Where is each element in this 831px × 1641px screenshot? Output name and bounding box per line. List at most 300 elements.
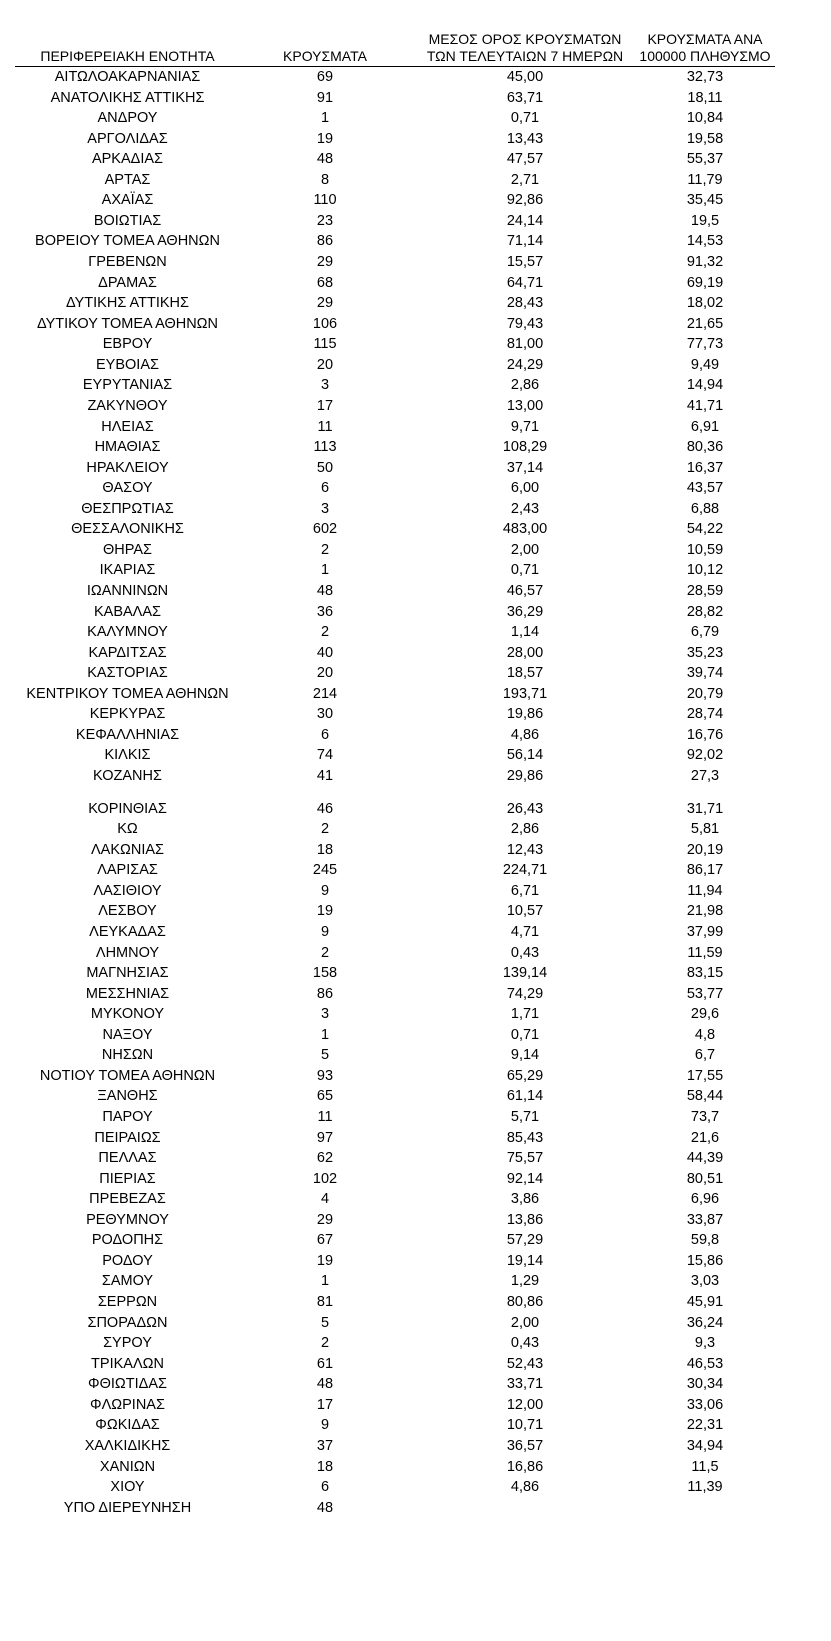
row-region: ΛΑΡΙΣΑΣ	[97, 862, 158, 879]
table-row	[15, 129, 775, 150]
row-avg7: 26,43	[506, 800, 544, 817]
row-region: ΚΩ	[117, 821, 138, 838]
row-per100k: 29,6	[690, 1006, 720, 1023]
row-cases: 6	[320, 480, 330, 497]
row-cases: 2	[320, 541, 330, 558]
row-avg7: 19,14	[506, 1252, 544, 1269]
row-avg7: 2,71	[510, 171, 540, 188]
table-row	[15, 984, 775, 1005]
row-avg7: 37,14	[506, 459, 544, 476]
row-region: ΧΙΟΥ	[110, 1479, 145, 1496]
row-avg7: 0,43	[510, 944, 540, 961]
row-cases: 29	[316, 254, 334, 271]
row-per100k: 10,84	[686, 110, 724, 127]
row-avg7: 2,86	[510, 821, 540, 838]
row-cases: 97	[316, 1129, 334, 1146]
row-per100k: 92,02	[686, 747, 724, 764]
row-region: ΑΧΑΪΑΣ	[101, 192, 154, 209]
row-avg7: 33,71	[506, 1376, 544, 1393]
row-per100k: 19,5	[690, 212, 720, 229]
row-avg7: 85,43	[506, 1129, 544, 1146]
row-per100k: 10,59	[686, 541, 724, 558]
row-per100k: 21,6	[690, 1129, 720, 1146]
table-row	[15, 1066, 775, 1087]
row-region: ΘΕΣΠΡΩΤΙΑΣ	[81, 500, 174, 517]
row-cases: 4	[320, 1191, 330, 1208]
row-per100k: 6,7	[694, 1047, 716, 1064]
row-avg7: 16,86	[506, 1458, 544, 1475]
row-region: ΕΒΡΟΥ	[102, 336, 153, 353]
table-row	[15, 375, 775, 396]
row-per100k: 43,57	[686, 480, 724, 497]
row-cases: 20	[316, 665, 334, 682]
row-region: ΚΑΒΑΛΑΣ	[93, 603, 161, 620]
row-avg7: 0,71	[510, 110, 540, 127]
row-region: ΛΕΥΚΑΔΑΣ	[89, 923, 166, 940]
table-row	[15, 1230, 775, 1251]
row-avg7: 52,43	[506, 1355, 544, 1372]
row-region: ΑΝΔΡΟΥ	[97, 110, 158, 127]
row-region: ΚΟΡΙΝΘΙΑΣ	[88, 800, 167, 817]
table-row	[15, 1292, 775, 1313]
row-region: ΚΑΛΥΜΝΟΥ	[87, 624, 168, 641]
row-avg7: 75,57	[506, 1150, 544, 1167]
row-avg7: 13,00	[506, 397, 544, 414]
table-row	[15, 799, 775, 820]
row-cases: 2	[320, 624, 330, 641]
row-avg7: 1,71	[510, 1006, 540, 1023]
row-cases: 50	[316, 459, 334, 476]
row-avg7: 74,29	[506, 985, 544, 1002]
row-region: ΙΚΑΡΙΑΣ	[99, 562, 156, 579]
row-region: ΔΡΑΜΑΣ	[98, 274, 157, 291]
row-avg7: 63,71	[506, 89, 544, 106]
row-region: ΑΝΑΤΟΛΙΚΗΣ ΑΤΤΙΚΗΣ	[50, 89, 205, 106]
row-region: ΔΥΤΙΚΟΥ ΤΟΜΕΑ ΑΘΗΝΩΝ	[36, 315, 218, 332]
row-per100k: 58,44	[686, 1088, 724, 1105]
row-cases: 19	[316, 1252, 334, 1269]
row-region: ΡΟΔΟΥ	[102, 1252, 153, 1269]
table-row	[15, 922, 775, 943]
row-cases: 1	[320, 562, 330, 579]
row-per100k: 22,31	[686, 1417, 724, 1434]
table-row	[15, 745, 775, 766]
row-per100k: 16,76	[686, 726, 724, 743]
row-avg7: 13,86	[506, 1211, 544, 1228]
row-avg7: 71,14	[506, 233, 544, 250]
row-cases: 3	[320, 1006, 330, 1023]
row-cases: 48	[316, 1376, 334, 1393]
row-cases: 40	[316, 644, 334, 661]
table-row	[15, 581, 775, 602]
row-per100k: 28,59	[686, 583, 724, 599]
row-avg7: 9,71	[510, 418, 540, 435]
row-per100k: 69,19	[686, 274, 724, 291]
row-cases: 9	[320, 882, 330, 899]
row-avg7: 108,29	[502, 439, 548, 456]
row-region: ΔΥΤΙΚΗΣ ΑΤΤΙΚΗΣ	[66, 295, 189, 312]
table-row	[15, 860, 775, 881]
table-row	[15, 1169, 775, 1190]
row-per100k: 28,82	[686, 603, 724, 620]
row-region: ΣΑΜΟΥ	[101, 1273, 154, 1290]
row-region: ΚΙΛΚΙΣ	[104, 747, 151, 764]
row-cases: 9	[320, 923, 330, 940]
table-row	[15, 684, 775, 705]
row-per100k: 3,03	[690, 1273, 720, 1290]
row-avg7: 79,43	[506, 315, 544, 332]
row-region: ΣΠΟΡΑΔΩΝ	[87, 1314, 168, 1331]
row-avg7: 92,86	[506, 192, 544, 209]
row-per100k: 46,53	[686, 1355, 724, 1372]
row-region: ΚΟΖΑΝΗΣ	[93, 768, 162, 785]
row-region: ΧΑΝΙΩΝ	[99, 1458, 156, 1475]
row-per100k: 31,71	[686, 800, 724, 817]
table-row	[15, 458, 775, 479]
row-region: ΑΡΚΑΔΙΑΣ	[91, 151, 164, 168]
row-cases: 3	[320, 500, 330, 517]
row-per100k: 9,3	[694, 1335, 716, 1352]
row-cases: 214	[312, 685, 338, 702]
row-per100k: 91,32	[686, 254, 724, 271]
row-cases: 19	[316, 903, 334, 920]
row-cases: 37	[316, 1437, 334, 1454]
row-avg7: 1,14	[510, 624, 540, 641]
row-per100k: 39,74	[686, 665, 724, 682]
row-region: ΤΡΙΚΑΛΩΝ	[91, 1355, 164, 1372]
row-avg7: 139,14	[502, 965, 548, 982]
row-per100k: 21,65	[686, 315, 724, 332]
table-row	[15, 963, 775, 984]
table-row	[15, 67, 775, 88]
row-per100k: 5,81	[690, 821, 720, 838]
row-cases: 36	[316, 603, 334, 620]
row-avg7: 10,57	[506, 903, 544, 920]
table-row	[15, 1251, 775, 1272]
row-cases: 30	[316, 706, 334, 723]
row-cases: 48	[316, 583, 334, 599]
table-row	[15, 819, 775, 840]
row-region: ΞΑΝΘΗΣ	[97, 1088, 158, 1105]
row-avg7: 2,00	[510, 1314, 540, 1331]
row-per100k: 41,71	[686, 397, 724, 414]
row-avg7: 24,14	[506, 212, 544, 229]
table-row	[15, 1107, 775, 1128]
table-row	[15, 1354, 775, 1375]
row-avg7: 28,43	[506, 295, 544, 312]
table-row	[15, 417, 775, 438]
row-region: ΘΑΣΟΥ	[102, 480, 153, 497]
table-row	[15, 190, 775, 211]
row-per100k: 11,79	[687, 171, 723, 188]
row-region: ΚΕΡΚΥΡΑΣ	[89, 706, 166, 723]
row-per100k: 28,74	[686, 706, 724, 723]
row-cases: 20	[316, 356, 334, 373]
row-avg7: 36,29	[506, 603, 544, 620]
row-region: ΜΑΓΝΗΣΙΑΣ	[86, 965, 169, 982]
row-cases: 68	[316, 274, 334, 291]
row-per100k: 30,34	[686, 1376, 724, 1393]
row-region: ΕΥΡΥΤΑΝΙΑΣ	[82, 377, 173, 394]
table-row	[15, 881, 775, 902]
table-row	[15, 1457, 775, 1478]
row-per100k: 33,87	[686, 1211, 724, 1228]
row-cases: 18	[316, 841, 334, 858]
table-row	[15, 1045, 775, 1066]
row-per100k: 73,7	[690, 1109, 720, 1125]
row-cases: 46	[316, 800, 334, 817]
row-cases: 67	[316, 1232, 334, 1249]
row-cases: 2	[320, 821, 330, 838]
row-cases: 1	[320, 110, 330, 127]
row-region: ΦΩΚΙΔΑΣ	[95, 1417, 160, 1434]
table-row	[15, 1210, 775, 1231]
row-per100k: 6,91	[690, 418, 720, 435]
row-region: ΠΕΙΡΑΙΩΣ	[94, 1129, 161, 1146]
row-cases: 17	[316, 1396, 334, 1413]
table-row	[15, 293, 775, 314]
row-per100k: 19,58	[686, 130, 724, 147]
row-region: ΒΟΙΩΤΙΑΣ	[93, 212, 162, 229]
table-row	[15, 1086, 775, 1107]
row-per100k: 11,5	[691, 1458, 719, 1475]
row-avg7: 61,14	[506, 1088, 544, 1105]
table-row	[15, 170, 775, 191]
row-avg7: 0,71	[510, 1026, 540, 1043]
table-row	[15, 149, 775, 170]
table-row	[15, 560, 775, 581]
row-avg7: 64,71	[506, 274, 544, 291]
table-row	[15, 1415, 775, 1436]
table-row	[15, 396, 775, 417]
row-per100k: 80,36	[686, 439, 724, 456]
row-per100k: 14,94	[686, 377, 724, 394]
row-per100k: 17,55	[686, 1067, 724, 1084]
table-row	[15, 519, 775, 540]
row-avg7: 224,71	[502, 862, 548, 879]
table-row	[15, 1395, 775, 1416]
row-region: ΧΑΛΚΙΔΙΚΗΣ	[84, 1437, 171, 1454]
table-row	[15, 663, 775, 684]
row-region: ΓΡΕΒΕΝΩΝ	[88, 254, 167, 271]
row-per100k: 6,96	[690, 1191, 720, 1208]
row-cases: 41	[316, 768, 334, 785]
row-per100k: 20,79	[686, 685, 724, 702]
table-row	[15, 1374, 775, 1395]
row-cases: 115	[313, 336, 337, 353]
row-avg7: 0,43	[510, 1335, 540, 1352]
table-row	[15, 1025, 775, 1046]
row-avg7: 19,86	[506, 706, 544, 723]
row-cases: 106	[312, 315, 338, 332]
row-cases: 3	[320, 377, 330, 394]
table-row	[15, 943, 775, 964]
row-cases: 1	[320, 1273, 330, 1290]
row-avg7: 36,57	[506, 1437, 544, 1454]
row-per100k: 36,24	[686, 1314, 724, 1331]
row-region: ΝΟΤΙΟΥ ΤΟΜΕΑ ΑΘΗΝΩΝ	[39, 1067, 216, 1084]
row-avg7: 3,86	[510, 1191, 540, 1208]
row-per100k: 27,3	[690, 768, 720, 785]
row-avg7: 56,14	[506, 747, 544, 764]
row-avg7: 24,29	[506, 356, 544, 373]
header-region: ΠΕΡΙΦΕΡΕΙΑΚΗ ΕΝΟΤΗΤΑ	[40, 48, 215, 64]
row-region: ΒΟΡΕΙΟΥ ΤΟΜΕΑ ΑΘΗΝΩΝ	[35, 233, 220, 250]
row-per100k: 34,94	[686, 1437, 724, 1454]
row-avg7: 29,86	[506, 768, 544, 785]
row-region: ΠΡΕΒΕΖΑΣ	[89, 1191, 166, 1208]
row-avg7: 193,71	[502, 685, 548, 702]
row-avg7: 47,57	[506, 151, 544, 168]
row-avg7: 4,86	[510, 1479, 540, 1496]
header-per100k: ΚΡΟΥΣΜΑΤΑ ΑΝΑ 100000 ΠΛΗΘΥΣΜΟ	[639, 31, 771, 64]
row-per100k: 55,37	[686, 151, 724, 168]
row-avg7: 4,71	[510, 923, 540, 940]
row-avg7: 10,71	[506, 1417, 544, 1434]
row-per100k: 37,99	[686, 923, 724, 940]
table-row	[15, 252, 775, 273]
table-row	[15, 1436, 775, 1457]
row-avg7: 92,14	[506, 1170, 544, 1187]
row-avg7: 18,57	[506, 665, 544, 682]
row-per100k: 33,06	[686, 1396, 724, 1413]
table-row	[15, 355, 775, 376]
row-cases: 6	[320, 726, 330, 743]
row-avg7: 45,00	[506, 69, 544, 85]
row-region: ΑΡΤΑΣ	[104, 171, 151, 188]
row-region: ΡΕΘΥΜΝΟΥ	[86, 1211, 169, 1228]
row-region: ΘΗΡΑΣ	[103, 541, 152, 558]
table-row	[15, 602, 775, 623]
row-cases: 74	[316, 747, 334, 764]
row-avg7: 12,00	[506, 1396, 544, 1413]
row-avg7: 483,00	[502, 521, 548, 538]
row-per100k: 59,8	[690, 1232, 720, 1249]
row-cases: 6	[320, 1479, 330, 1496]
row-per100k: 54,22	[686, 521, 724, 538]
row-avg7: 46,57	[506, 583, 544, 599]
table-row	[15, 1313, 775, 1334]
row-region: ΑΙΤΩΛΟΑΚΑΡΝΑΝΙΑΣ	[54, 69, 201, 85]
row-cases: 113	[313, 439, 337, 456]
table-row	[15, 1333, 775, 1354]
row-per100k: 11,39	[687, 1479, 723, 1496]
row-cases: 158	[312, 965, 338, 982]
table-row	[15, 437, 775, 458]
row-cases: 91	[316, 89, 334, 106]
row-cases: 93	[316, 1067, 334, 1084]
row-region: ΚΕΦΑΛΛΗΝΙΑΣ	[75, 726, 180, 743]
row-region: ΗΜΑΘΙΑΣ	[94, 439, 161, 456]
row-cases: 29	[316, 1211, 334, 1228]
table-row	[15, 499, 775, 520]
row-per100k: 45,91	[686, 1294, 724, 1311]
row-region: ΚΑΣΤΟΡΙΑΣ	[87, 665, 168, 682]
row-cases: 17	[316, 397, 334, 414]
table-row	[15, 211, 775, 232]
row-per100k: 14,53	[686, 233, 724, 250]
row-per100k: 11,59	[687, 944, 723, 961]
table-row	[15, 1128, 775, 1149]
row-avg7: 1,29	[510, 1273, 540, 1290]
table-row	[15, 273, 775, 294]
table-row	[15, 643, 775, 664]
row-region: ΛΑΚΩΝΙΑΣ	[90, 841, 164, 858]
table-row	[15, 540, 775, 561]
row-region: ΚΑΡΔΙΤΣΑΣ	[88, 644, 167, 661]
row-per100k: 20,19	[686, 841, 724, 858]
row-per100k: 44,39	[686, 1150, 724, 1167]
row-cases: 18	[316, 1458, 334, 1475]
row-region: ΚΕΝΤΡΙΚΟΥ ΤΟΜΕΑ ΑΘΗΝΩΝ	[26, 685, 229, 702]
row-region: ΥΠΟ ΔΙΕΡΕΥΝΗΣΗ	[63, 1499, 192, 1516]
row-cases: 5	[320, 1314, 330, 1331]
row-region: ΜΕΣΣΗΝΙΑΣ	[85, 985, 170, 1002]
row-region: ΛΑΣΙΘΙΟΥ	[93, 882, 162, 899]
table-row	[15, 766, 775, 787]
row-per100k: 35,23	[686, 644, 724, 661]
row-per100k: 15,86	[686, 1252, 724, 1269]
row-cases: 29	[316, 295, 334, 312]
row-avg7: 4,86	[510, 726, 540, 743]
row-cases: 62	[316, 1150, 334, 1167]
row-per100k: 16,37	[686, 459, 724, 476]
row-cases: 102	[312, 1170, 338, 1187]
row-cases: 48	[316, 151, 334, 168]
row-region: ΛΗΜΝΟΥ	[95, 944, 160, 961]
row-per100k: 6,79	[690, 624, 720, 641]
table-row	[15, 622, 775, 643]
row-region: ΦΘΙΩΤΙΔΑΣ	[88, 1376, 167, 1393]
row-avg7: 28,00	[506, 644, 544, 661]
table-row	[15, 1477, 775, 1498]
row-cases: 11	[317, 418, 333, 435]
table-row	[15, 1004, 775, 1025]
row-cases: 5	[320, 1047, 330, 1064]
row-avg7: 12,43	[506, 841, 544, 858]
table-row	[15, 1148, 775, 1169]
table-row	[15, 478, 775, 499]
row-per100k: 86,17	[686, 862, 724, 879]
row-avg7: 2,00	[510, 541, 540, 558]
row-avg7: 2,43	[510, 500, 540, 517]
table-row	[15, 725, 775, 746]
row-cases: 23	[316, 212, 334, 229]
row-cases: 2	[320, 944, 330, 961]
row-avg7: 6,00	[510, 480, 540, 497]
row-cases: 245	[312, 862, 338, 879]
row-per100k: 80,51	[686, 1170, 724, 1187]
row-per100k: 53,77	[686, 985, 724, 1002]
row-region: ΣΥΡΟΥ	[103, 1335, 152, 1352]
row-region: ΦΛΩΡΙΝΑΣ	[90, 1396, 165, 1413]
row-cases: 86	[316, 233, 334, 250]
row-avg7: 5,71	[510, 1109, 540, 1125]
row-avg7: 9,14	[510, 1047, 540, 1064]
table-row	[15, 840, 775, 861]
table-row	[15, 1498, 775, 1519]
row-cases: 8	[320, 171, 330, 188]
row-region: ΙΩΑΝΝΙΝΩΝ	[86, 583, 169, 599]
table-row	[15, 1189, 775, 1210]
table-row	[15, 704, 775, 725]
row-avg7: 15,57	[506, 254, 544, 271]
table-header	[15, 8, 775, 67]
header-avg7: ΜΕΣΟΣ ΟΡΟΣ ΚΡΟΥΣΜΑΤΩΝ ΤΩΝ ΤΕΛΕΥΤΑΙΩΝ 7 ΗΜΕΡΩΝ	[426, 31, 624, 64]
row-region: ΛΕΣΒΟΥ	[98, 903, 157, 920]
table-row	[15, 901, 775, 922]
row-region: ΑΡΓΟΛΙΔΑΣ	[87, 130, 168, 147]
